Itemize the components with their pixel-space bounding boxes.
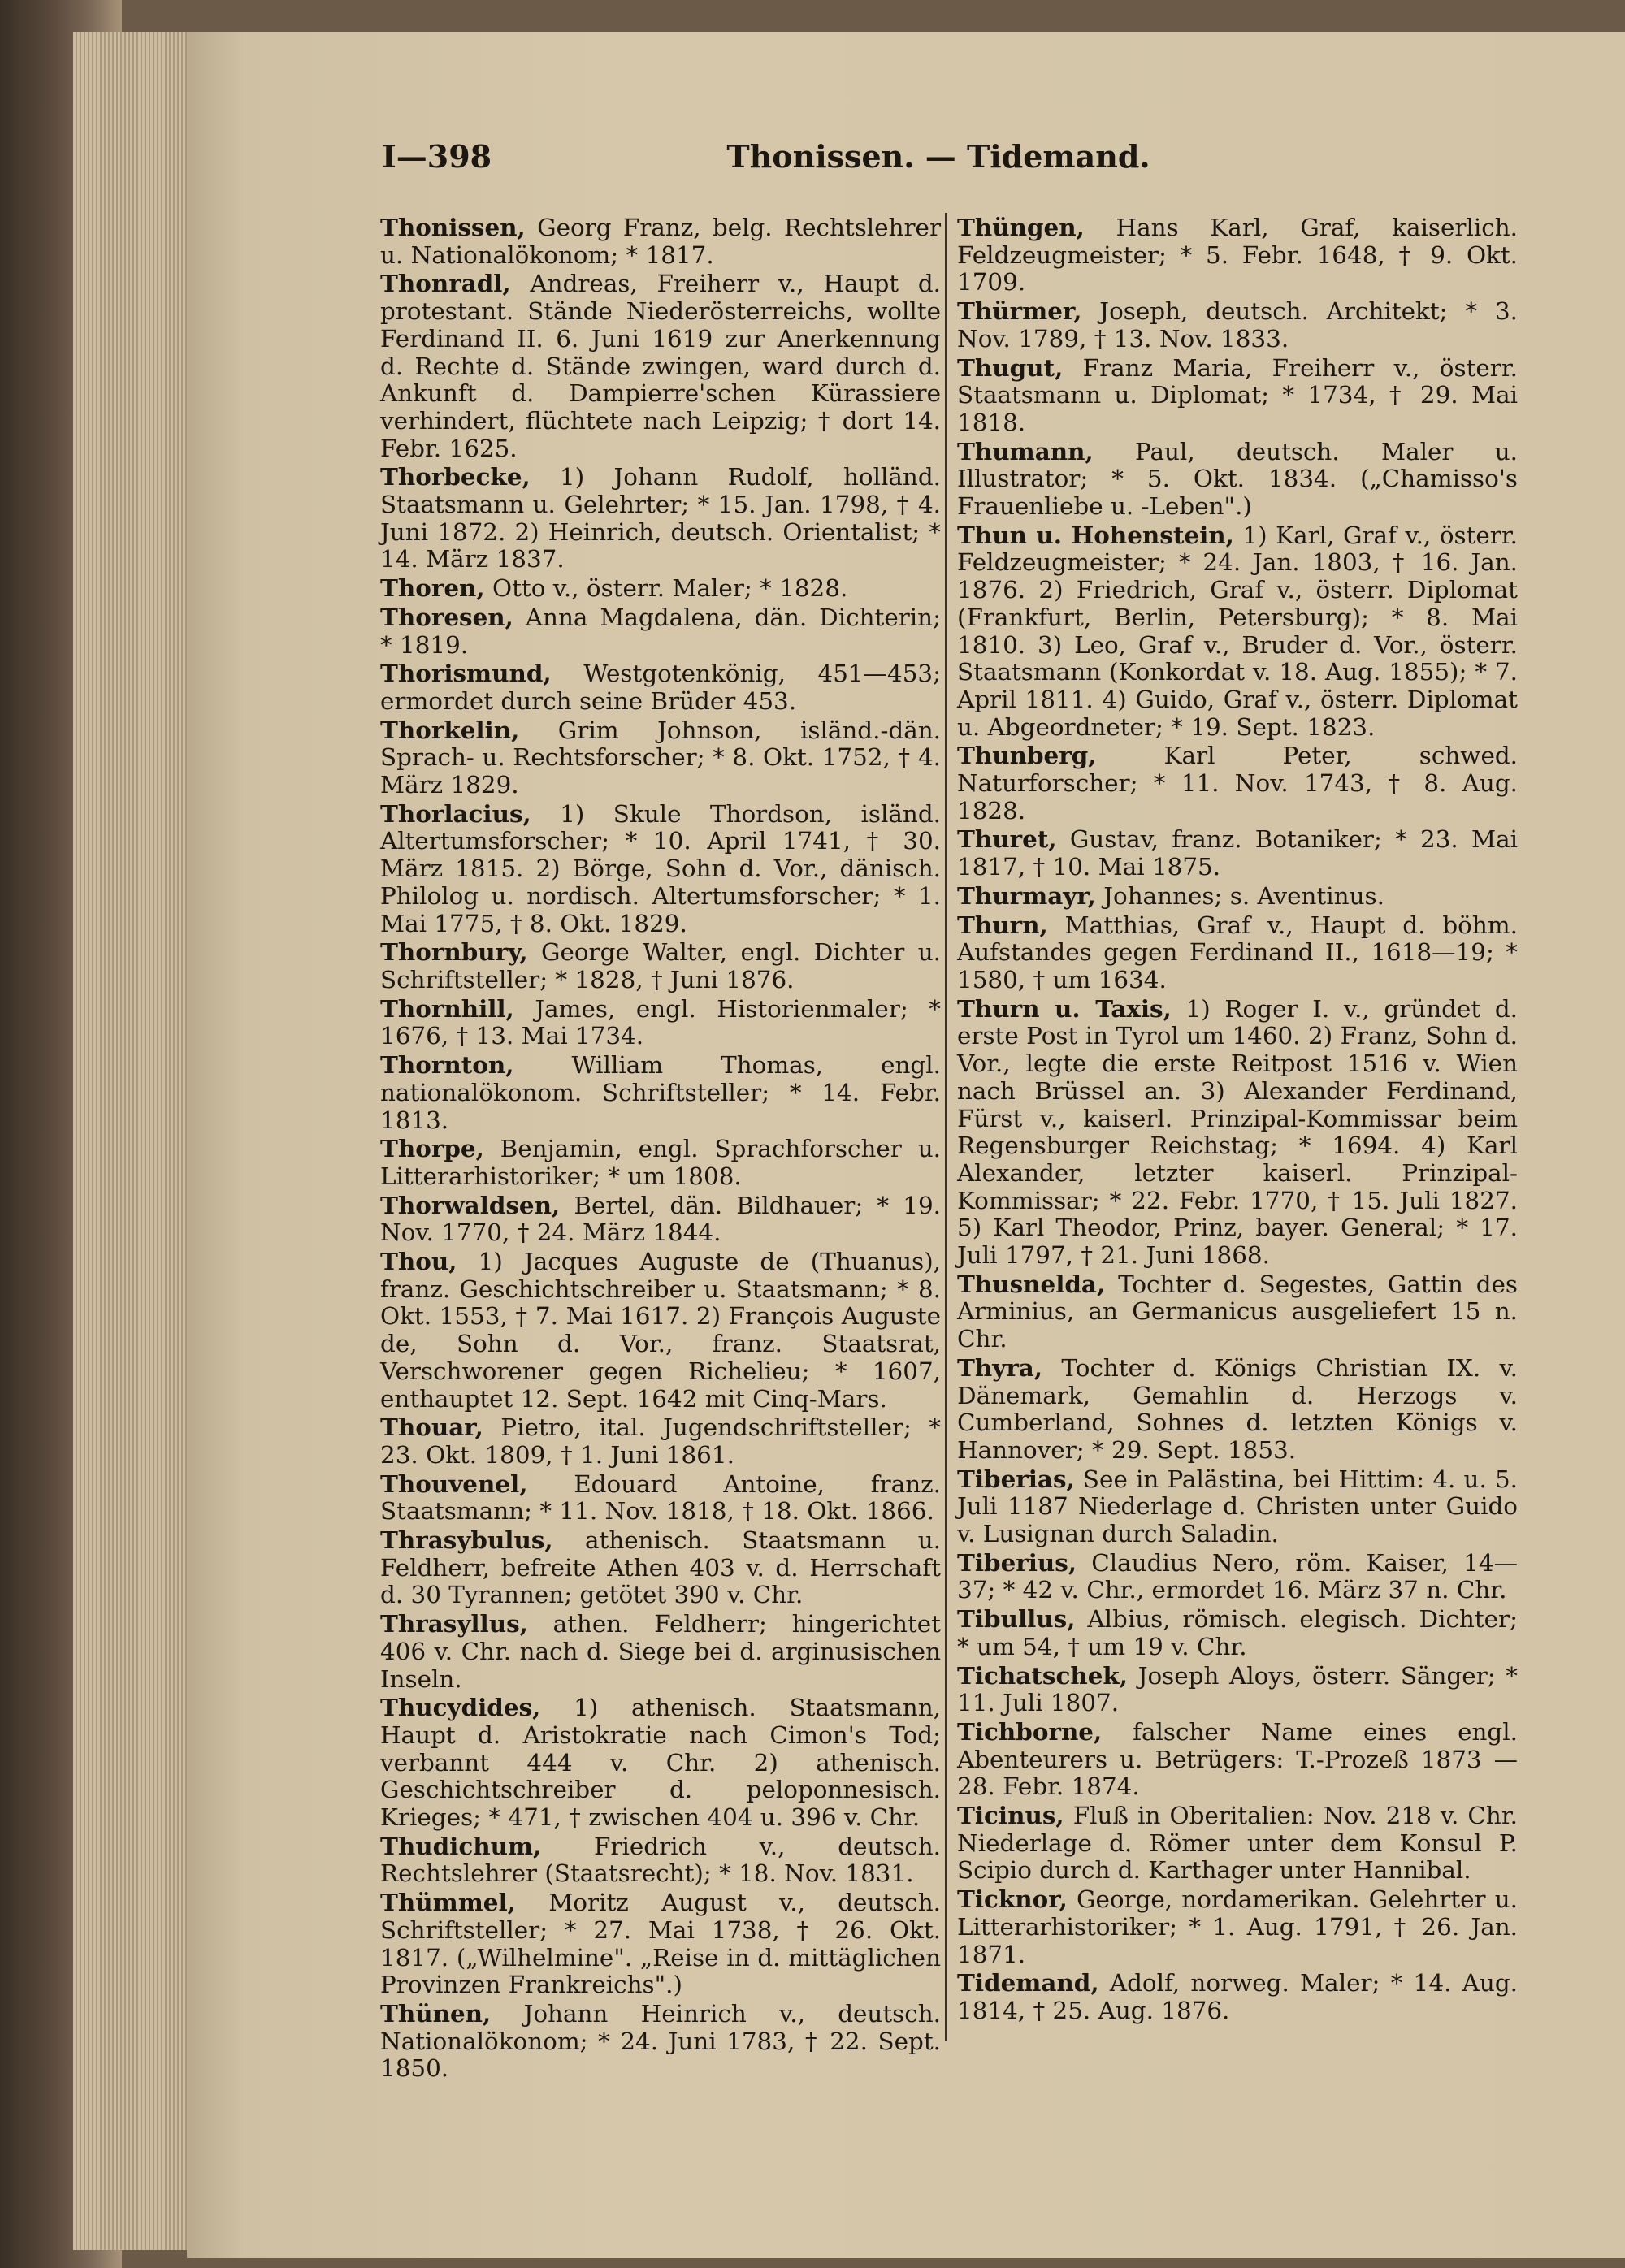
dictionary-entry [380, 1248, 941, 1413]
entry-text: Pietro, ital. Jugendschriftsteller; * 23. Okt. 1809, † 1. Juni 1861. [380, 1413, 941, 1469]
entry-text: Paul, deutsch. Maler u. Illustrator; * 5. Okt. 1834. („Chamisso's Frauenliebe u. -Leben".) [957, 437, 1518, 521]
dictionary-entry [957, 911, 1518, 994]
entry-headword: Tichborne, [957, 1716, 1103, 1746]
dictionary-entry [957, 1718, 1518, 1801]
entry-text: 1) athenisch. Staatsmann, Haupt d. Aristokratie nach Cimon's Tod; verbannt 444 v. Chr. 2) athenisch. Geschichtschreiber d. peloponnesisch. Krieges; * 471, † zwischen 404 u. 396 v. Chr. [380, 1694, 941, 1832]
left-column [380, 213, 941, 2083]
dictionary-entry [380, 995, 941, 1050]
dictionary-entry [380, 1470, 941, 1526]
entry-headword: Thurn, [957, 910, 1048, 939]
dictionary-entry [380, 463, 941, 573]
entry-headword: Thornton, [380, 1050, 514, 1080]
entry-headword: Thorpe, [380, 1134, 484, 1163]
entry-text: 1) Skule Thordson, isländ. Altertumsforscher; * 10. April 1741, † 30. März 1815. 2) Börge, Sohn d. Vor., dänisch. Philolog u. nordisch. Altertumsforscher; * 1. Mai 1775, † 8. Okt. 1829. [380, 799, 941, 937]
entry-text: Benjamin, engl. Sprachforscher u. Litterarhistoriker; * um 1808. [380, 1135, 941, 1190]
entry-text: athenisch. Staatsmann u. Feldherr, befreite Athen 403 v. d. Herrschaft d. 30 Tyrannen; getötet 390 v. Chr. [380, 1526, 941, 1609]
right-column [957, 214, 1518, 2058]
dictionary-entry [957, 1270, 1518, 1353]
entry-text: Andreas, Freiherr v., Haupt d. protestant. Stände Niederösterreichs, wollte Ferdinand II. 6. Juni 1619 zur Anerkennung d. Rechte d. Stände zwingen, ward durch d. Ankunft d. Dampierre'schen Kürassiere verhindert, flüchtete nach Leipzig; † dort 14. Febr. 1625. [380, 270, 941, 462]
entry-text: Moritz August v., deutsch. Schriftsteller; * 27. Mai 1738, † 26. Okt. 1817. („Wilhelmine". „Reise in d. mittäglichen Provinzen Frankreichs".) [380, 1889, 941, 1999]
dictionary-entry [380, 604, 941, 659]
dictionary-entry [380, 1413, 941, 1469]
entry-text: William Thomas, engl. nationalökonom. Schriftsteller; * 14. Febr. 1813. [380, 1051, 941, 1134]
dictionary-entry [380, 214, 941, 269]
entry-headword: Thouvenel, [380, 1469, 528, 1498]
page-header [382, 138, 1495, 187]
entry-text: See in Palästina, bei Hittim: 4. u. 5. Juli 1187 Niederlage d. Christen unter Guido v. Lusignan durch Saladin. [957, 1465, 1518, 1548]
entry-text: Joseph Aloys, österr. Sänger; * 11. Juli 1807. [957, 1661, 1518, 1717]
entry-text: 1) Johann Rudolf, holländ. Staatsmann u. Gelehrter; * 15. Jan. 1798, † 4. Juni 1872. 2) Heinrich, deutsch. Orientalist; * 14. März 1837. [380, 463, 941, 573]
entry-text: Adolf, norweg. Maler; * 14. Aug. 1814, † 25. Aug. 1876. [957, 1969, 1518, 2024]
entry-text: Friedrich v., deutsch. Rechtslehrer (Staatsrecht); * 18. Nov. 1831. [380, 1832, 941, 1888]
entry-text: Johannes; s. Aventinus. [1095, 881, 1384, 910]
dictionary-entry [957, 1549, 1518, 1604]
entry-text: Franz Maria, Freiherr v., österr. Staatsmann u. Diplomat; * 1734, † 29. Mai 1818. [957, 353, 1518, 436]
entry-headword: Thonissen, [380, 213, 526, 241]
page-number: I—398 [382, 138, 492, 175]
entry-text: Anna Magdalena, dän. Dichterin; * 1819. [380, 603, 941, 659]
entry-text: falscher Name eines engl. Abenteurers u. Betrügers: T.-Prozeß 1873 — 28. Febr. 1874. [957, 1717, 1518, 1801]
dictionary-entry [380, 660, 941, 715]
entry-text: Tochter d. Königs Christian IX. v. Dänemark, Gemahlin d. Herzogs v. Cumberland, Sohnes d. letzten Königs v. Hannover; * 29. Sept. 1853. [957, 1353, 1518, 1464]
entry-text: Albius, römisch. elegisch. Dichter; * um 54, † um 19 v. Chr. [957, 1605, 1518, 1660]
entry-text: Bertel, dän. Bildhauer; * 19. Nov. 1770, † 24. März 1844. [380, 1191, 941, 1247]
entry-text: Fluß in Oberitalien: Nov. 218 v. Chr. Niederlage d. Römer unter dem Konsul P. Scipio durch d. Karthager unter Hannibal. [957, 1802, 1518, 1885]
entry-headword: Thrasyllus, [380, 1609, 528, 1638]
dictionary-entry [380, 1694, 941, 1832]
dictionary-entry [957, 1802, 1518, 1885]
dictionary-entry [957, 522, 1518, 742]
entry-headword: Thüngen, [957, 213, 1085, 241]
dictionary-entry [380, 270, 941, 462]
entry-headword: Thou, [380, 1247, 457, 1276]
dictionary-entry [957, 1605, 1518, 1660]
dictionary-entry [957, 1662, 1518, 1717]
entry-headword: Tichatschek, [957, 1660, 1129, 1690]
entry-text: Edouard Antoine, franz. Staatsmann; * 11. Nov. 1818, † 18. Okt. 1866. [380, 1469, 941, 1526]
entry-text: Hans Karl, Graf, kaiserlich. Feldzeugmeister; * 5. Febr. 1648, † 9. Okt. 1709. [957, 214, 1518, 296]
entry-text: Westgotenkönig, 451—453; ermordet durch seine Brüder 453. [380, 660, 941, 715]
entry-headword: Thun u. Hohenstein, [957, 520, 1234, 549]
entry-text: Gustav, franz. Botaniker; * 23. Mai 1817, † 10. Mai 1875. [957, 825, 1518, 881]
dictionary-entry [380, 938, 941, 993]
entry-text: George Walter, engl. Dichter u. Schriftsteller; * 1828, † Juni 1876. [380, 938, 941, 993]
entry-text: Matthias, Graf v., Haupt d. böhm. Aufstandes gegen Ferdinand II., 1618—19; * 1580, † um 1634. [957, 911, 1518, 993]
entry-text: Grim Johnson, isländ.-dän. Sprach- u. Rechtsforscher; * 8. Okt. 1752, † 4. März 1829. [380, 716, 941, 799]
dictionary-entry [957, 1969, 1518, 2024]
dictionary-entry [380, 1889, 941, 1999]
entry-headword: Thorbecke, [380, 462, 531, 491]
entry-headword: Thumann, [957, 436, 1094, 465]
entry-text: Johann Heinrich v., deutsch. Nationalökonom; * 24. Juni 1783, † 22. Sept. 1850. [380, 2000, 941, 2083]
entry-headword: Thrasybulus, [380, 1526, 553, 1555]
entry-headword: Thucydides, [380, 1693, 541, 1722]
entry-text: athen. Feldherr; hingerichtet 406 v. Chr. nach d. Siege bei d. arginusischen Inseln. [380, 1610, 941, 1693]
entry-text: Tochter d. Segestes, Gattin des Arminius, an Germanicus ausgeliefert 15 n. Chr. [957, 1270, 1518, 1353]
entry-headword: Thurmayr, [957, 881, 1096, 910]
dictionary-entry [380, 1192, 941, 1247]
dictionary-entry [380, 716, 941, 799]
entry-headword: Thunberg, [957, 741, 1097, 770]
dictionary-entry [957, 1465, 1518, 1548]
entry-headword: Thorlacius, [380, 799, 531, 828]
entry-headword: Thümmel, [380, 1888, 516, 1917]
entry-text: James, engl. Historienmaler; * 1676, † 13. Mai 1734. [380, 994, 941, 1050]
entry-headword: Tiberius, [957, 1547, 1077, 1577]
entry-headword: Thornhill, [380, 993, 514, 1023]
dictionary-entry [957, 882, 1518, 911]
entry-headword: Thürmer, [957, 296, 1082, 326]
dictionary-entry [957, 354, 1518, 437]
entry-text: Otto v., österr. Maler; * 1828. [484, 574, 848, 603]
dictionary-entry [957, 1354, 1518, 1465]
entry-text: 1) Roger I. v., gründet d. erste Post in Tyrol um 1460. 2) Franz, Sohn d. Vor., legte die erste Reitpost 1516 v. Wien nach Brüssel an. 3) Alexander Ferdinand, Fürst v., kaiserl. Prinzipal-Kommissar beim Regensburger Reichstag; * 1694. 4) Karl Alexander, letzter kaiserl. Prinzipal-Kommissar; * 22. Febr. 1770, † 15. Juli 1827. 5) Karl Theodor, Prinz, bayer. General; * 17. Juli 1797, † 21. Juni 1868. [957, 994, 1519, 1270]
dictionary-entry [380, 1610, 941, 1693]
entry-headword: Thoresen, [380, 602, 514, 631]
entry-headword: Thusnelda, [957, 1269, 1106, 1298]
entry-headword: Thorkelin, [380, 715, 520, 744]
entry-headword: Thorwaldsen, [380, 1190, 561, 1219]
entry-text: Joseph, deutsch. Architekt; * 3. Nov. 1789, † 13. Nov. 1833. [957, 297, 1518, 353]
entry-headword: Thornbury, [380, 937, 528, 967]
entry-headword: Thorismund, [380, 659, 552, 688]
dictionary-entry [957, 438, 1518, 521]
entry-headword: Ticknor, [957, 1885, 1068, 1914]
entry-headword: Thoren, [380, 573, 485, 603]
entry-text: 1) Jacques Auguste de (Thuanus), franz. Geschichtschreiber u. Staatsmann; * 8. Okt. 1553, † 7. Mai 1617. 2) François Auguste de, Sohn d. Vor., franz. Staatsrat, Verschworener gegen Richelieu; * 1607, enthauptet 12. Sept. 1642 mit Cinq-Mars. [380, 1248, 941, 1413]
dictionary-entry [957, 742, 1518, 825]
entry-text: Georg Franz, belg. Rechtslehrer u. Nationalökonom; * 1817. [380, 214, 941, 269]
entry-headword: Thudichum, [380, 1831, 542, 1860]
entry-headword: Thurn u. Taxis, [957, 993, 1172, 1023]
entry-text: George, nordamerikan. Gelehrter u. Litterarhistoriker; * 1. Aug. 1791, † 26. Jan. 1871. [957, 1885, 1518, 1968]
entry-headword: Tidemand, [957, 1968, 1099, 1997]
dictionary-entry [957, 1885, 1518, 1968]
entry-text: Karl Peter, schwed. Naturforscher; * 11. Nov. 1743, † 8. Aug. 1828. [957, 742, 1518, 825]
dictionary-entry [380, 1833, 941, 1888]
dictionary-entry [957, 297, 1518, 353]
entry-headword: Thouar, [380, 1413, 483, 1442]
entry-text: Claudius Nero, röm. Kaiser, 14—37; * 42 v. Chr., ermordet 16. März 37 n. Chr. [957, 1548, 1518, 1604]
entry-headword: Thugut, [957, 353, 1064, 382]
dictionary-entry [380, 2000, 941, 2083]
entry-headword: Ticinus, [957, 1801, 1064, 1830]
dictionary-entry [957, 214, 1518, 296]
entry-headword: Tibullus, [957, 1604, 1076, 1634]
entry-headword: Thonradl, [380, 269, 511, 298]
entry-headword: Tiberias, [957, 1464, 1075, 1493]
entry-headword: Thünen, [380, 1999, 492, 2028]
entry-headword: Thyra, [957, 1353, 1043, 1382]
dictionary-entry [957, 825, 1518, 881]
dictionary-entry [380, 1051, 941, 1134]
dictionary-entry [380, 574, 941, 603]
entry-headword: Thuret, [957, 825, 1057, 854]
dictionary-entry [380, 800, 941, 938]
entry-text: 1) Karl, Graf v., österr. Feldzeugmeister; * 24. Jan. 1803, † 16. Jan. 1876. 2) Friedrich, Graf v., österr. Diplomat (Frankfurt, Berlin, Petersburg); * 8. Mai 1810. 3) Leo, Graf v., Bruder d. Vor., österr. Staatsmann (Konkordat v. 18. Aug. 1855); * 7. April 1811. 4) Guido, Graf v., österr. Diplomat u. Abgeordneter; * 19. Sept. 1823. [957, 521, 1519, 741]
dictionary-entry [380, 1135, 941, 1190]
column-divider [945, 213, 947, 2041]
running-title: Thonissen. — Tidemand. [726, 138, 1150, 175]
dictionary-entry [957, 995, 1518, 1270]
dictionary-entry [380, 1526, 941, 1609]
